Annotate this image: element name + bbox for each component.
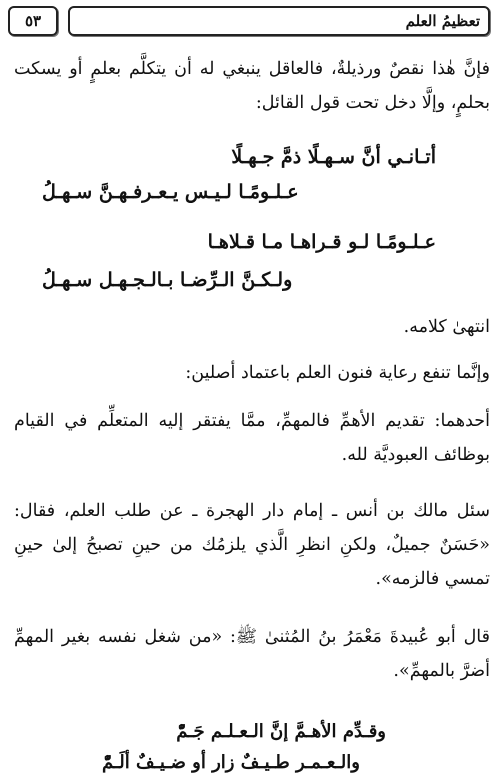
running-header (8, 6, 490, 34)
paragraph-abu-ubayda: قال أبو عُبيدةَ مَعْمَرُ بنُ المُثنىٰ ﷺ: «من شغل نفسه بغير المهمِّ أضرَّ بالمهمِّ». (14, 627, 490, 681)
paragraph-two-principles: وإنَّما تنفع رعاية فنون العلم باعتماد أصلين: (185, 363, 490, 383)
paragraph-end-quote: انتهىٰ كلامه. (403, 317, 490, 337)
page-number: ٥٣ (24, 12, 42, 30)
verse-line: ولـكـنَّ الـرِّضـا بـالـجـهـل سـهـلُ (42, 269, 293, 291)
header-title: تعظيمُ العلم (405, 12, 480, 30)
verse-line: عـلـومًـا لـيـس يـعـرفـهـنَّ سـهـلُ (42, 181, 299, 203)
verse-line: عـلـومًـا لـو قـراهـا مـا قـلاهـا (207, 231, 436, 253)
paragraph-first-principle: أحدهما: تقديم الأهمِّ فالمهمِّ، ممَّا يفتقر إليه المتعلِّم في القيام بوظائف العبوديَّة لله. (14, 411, 490, 465)
verse-line: والـعـمـر طـيـفٌ زار أو ضـيـفٌ ألَـمّْ (101, 752, 360, 773)
header-title-box (68, 6, 490, 36)
page-number-box (8, 6, 58, 36)
paragraph-malik: سئل مالك بن أنس ـ إمام دار الهجرة ـ عن طلب العلم، فقال: «حَسَنٌ جميلٌ، ولكنِ انظرِ الَّذي يلزمُك من حينِ تصبحُ إلىٰ حينِ تمسي فالزمه». (14, 501, 490, 589)
verse-line: وقـدِّم الأهـمَّ إنَّ الـعـلـم جَـمّْ (176, 721, 386, 742)
paragraph-intro: فإنَّ هٰذا نقصٌ ورذيلةٌ، فالعاقل ينبغي له أن يتكلَّم بعلمٍ أو يسكت بحلمٍ، وإلَّا دخل تحت قول القائل: (14, 59, 490, 113)
verse-line: أتـانـي أنَّ سـهـلًا ذمَّ جـهـلًا (231, 146, 436, 168)
